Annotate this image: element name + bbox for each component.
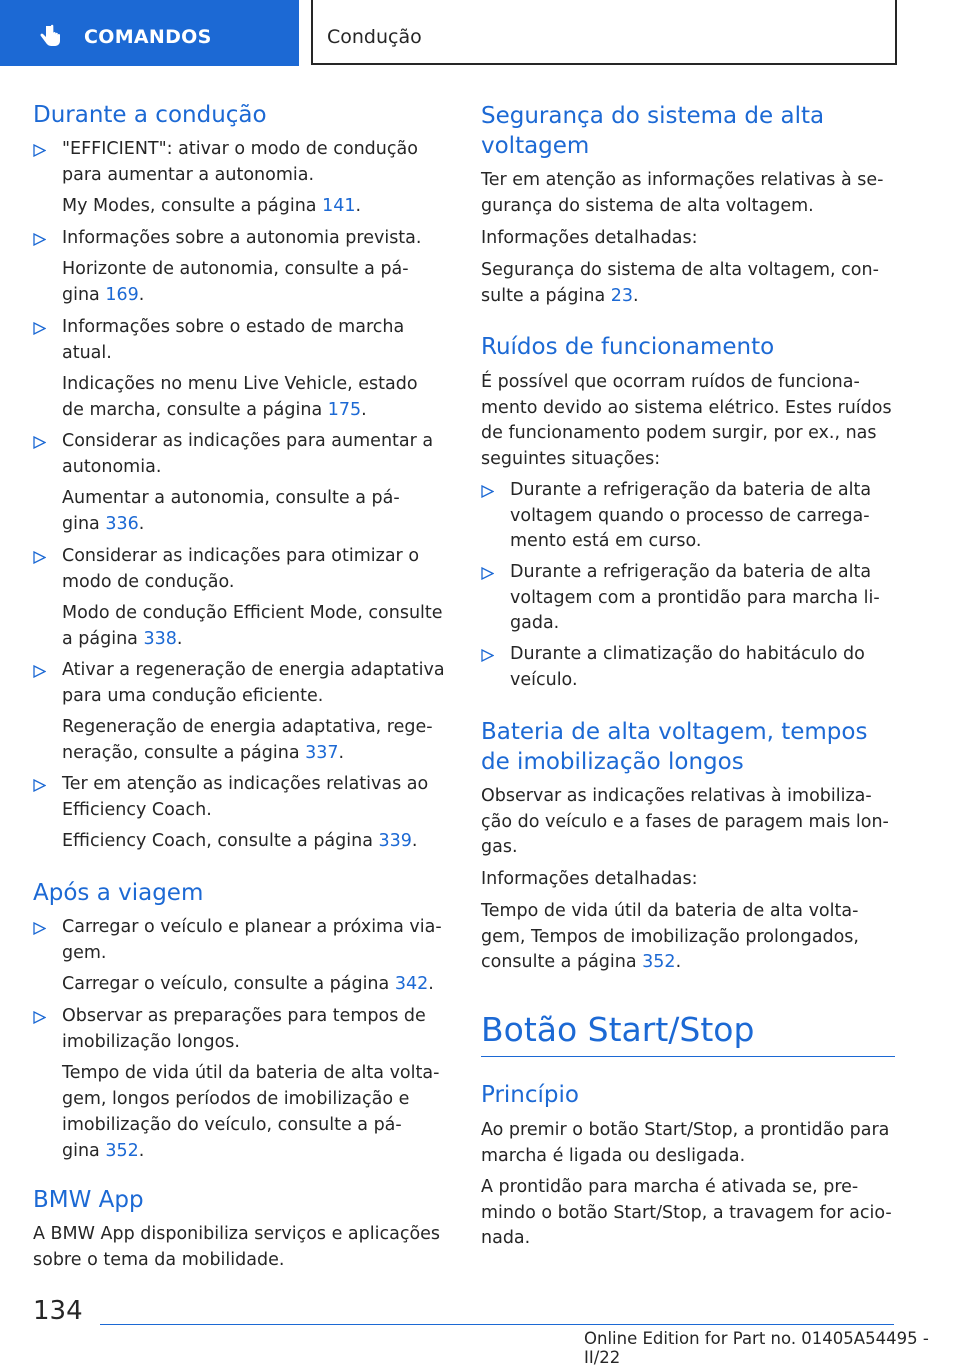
page-link[interactable]: 336 (105, 514, 139, 534)
edition-footer: Online Edition for Part no. 01405A54495 - II/22 (584, 1329, 929, 1367)
triangle-bullet-icon (481, 567, 494, 580)
list-item-reference: Aumentar a autonomia, consulte a pá- (62, 488, 400, 508)
list-item-reference: gina 352. (62, 1141, 145, 1161)
list-item-text: Considerar as indicações para aumentar a (62, 431, 434, 451)
triangle-bullet-icon (33, 551, 46, 564)
list-item-text: atual. (62, 343, 112, 363)
list-item-reference: Modo de condução Efficient Mode, consulte (62, 603, 443, 623)
list-item-text: Informações sobre o estado de marcha (62, 317, 405, 337)
list-item-reference: gina 336. (62, 514, 145, 534)
list-item-text: para aumentar a autonomia. (62, 165, 315, 185)
hand-pointer-icon (38, 24, 62, 50)
page-header (0, 0, 960, 66)
page-link[interactable]: 352 (642, 952, 676, 972)
heading-principio: Princípio (481, 1082, 579, 1108)
page-link[interactable]: 342 (394, 974, 429, 994)
list-item-text: Ter em atenção as indicações relativas ao (62, 774, 429, 794)
triangle-bullet-icon (33, 779, 46, 792)
section-tab (0, 0, 299, 66)
footer-divider (100, 1324, 894, 1325)
triangle-bullet-icon (481, 649, 494, 662)
list-item-text: Ativar a regeneração de energia adaptativa (62, 660, 445, 680)
heading-seguranca-alta-voltagem: Segurança do sistema de alta voltagem (481, 103, 825, 159)
triangle-bullet-icon (33, 1011, 46, 1024)
seguranca-paragraph: Ter em atenção as informações relativas à se- gurança do sistema de alta voltagem. (481, 170, 884, 216)
list-item-reference: gem, longos períodos de imobilização e (62, 1089, 410, 1109)
triangle-bullet-icon (33, 322, 46, 335)
page-link[interactable]: 339 (378, 831, 412, 851)
bateria-info-label: Informações detalhadas: (481, 869, 698, 889)
triangle-bullet-icon (33, 436, 46, 449)
list-item-text: "EFFICIENT": ativar o modo de condução (62, 139, 418, 159)
ruidos-paragraph: É possível que ocorram ruídos de funciona- mento devido ao sistema elétrico. Estes ruídos de funcionamento podem surgir, por ex., nas seguintes situações: (481, 372, 892, 469)
list-item-text: Considerar as indicações para otimizar o (62, 546, 420, 566)
page-number: 134 (33, 1296, 83, 1326)
seguranca-info-label: Informações detalhadas: (481, 228, 698, 248)
list-item-text: Durante a refrigeração da bateria de alta voltagem quando o processo de carrega- mento está em curso. (510, 480, 872, 551)
chapter-tab-label: Condução (327, 26, 422, 48)
list-item-reference: gina 169. (62, 285, 145, 305)
list-item-text: Observar as preparações para tempos de (62, 1006, 426, 1026)
section-tab-label: COMANDOS (84, 26, 212, 48)
list-item-text: autonomia. (62, 457, 162, 477)
list-item-text: Informações sobre a autonomia prevista. (62, 228, 422, 248)
list-item-text: para uma condução eficiente. (62, 686, 324, 706)
list-item-text: Durante a climatização do habitáculo do veículo. (510, 644, 865, 690)
list-item-reference: imobilização do veículo, consulte a pá- (62, 1115, 402, 1135)
list-item-reference: a página 338. (62, 629, 183, 649)
triangle-bullet-icon (33, 233, 46, 246)
page-link[interactable]: 175 (327, 400, 362, 420)
principio-paragraph-1: Ao premir o botão Start/Stop, a prontidão para marcha é ligada ou desligada. (481, 1120, 890, 1166)
bateria-paragraph: Observar as indicações relativas à imobiliza- ção do veículo e a fases de paragem mais lon- gas. (481, 786, 889, 857)
chapter-tab (311, 0, 897, 65)
list-item-text: modo de condução. (62, 572, 235, 592)
heading-divider (481, 1056, 895, 1057)
bateria-reference: Tempo de vida útil da bateria de alta volta- gem, Tempos de imobilização prolongados, consulte a página 352. (481, 901, 859, 972)
triangle-bullet-icon (33, 144, 46, 157)
page-link[interactable]: 141 (322, 196, 356, 216)
list-item-reference: Efficiency Coach, consulte a página 339. (62, 831, 418, 851)
list-item-reference: Indicações no menu Live Vehicle, estado (62, 374, 418, 394)
heading-apos-viagem: Após a viagem (33, 880, 204, 906)
list-item-text: imobilização longos. (62, 1032, 240, 1052)
heading-ruidos-funcionamento: Ruídos de funcionamento (481, 334, 775, 360)
heading-bateria-imobilizacao: Bateria de alta voltagem, tempos de imobilização longos (481, 719, 868, 775)
list-item-reference: Regeneração de energia adaptativa, rege- (62, 717, 433, 737)
principio-paragraph-2: A prontidão para marcha é ativada se, pre- mindo o botão Start/Stop, a travagem for acio- nada. (481, 1177, 892, 1248)
list-item-text: Efficiency Coach. (62, 800, 212, 820)
list-item-reference: Horizonte de autonomia, consulte a pá- (62, 259, 409, 279)
heading-bmw-app: BMW App (33, 1187, 144, 1213)
page-link[interactable]: 169 (105, 285, 139, 305)
heading-botao-start-stop: Botão Start/Stop (481, 1010, 755, 1049)
bmw-app-paragraph: A BMW App disponibiliza serviços e aplicações sobre o tema da mobilidade. (33, 1224, 441, 1270)
page-link[interactable]: 338 (143, 629, 177, 649)
list-item-reference: de marcha, consulte a página 175. (62, 400, 367, 420)
heading-durante-conducao: Durante a condução (33, 102, 267, 128)
list-item-text: gem. (62, 943, 107, 963)
list-item-reference: Tempo de vida útil da bateria de alta volta- (62, 1063, 440, 1083)
list-item-reference: My Modes, consulte a página 141. (62, 196, 362, 216)
list-item-text: Durante a refrigeração da bateria de alta voltagem com a prontidão para marcha li- gada. (510, 562, 880, 633)
seguranca-reference: Segurança do sistema de alta voltagem, con- sulte a página 23. (481, 260, 879, 306)
list-item-text: Carregar o veículo e planear a próxima via- (62, 917, 442, 937)
triangle-bullet-icon (33, 665, 46, 678)
list-item-reference: neração, consulte a página 337. (62, 743, 345, 763)
list-item-reference: Carregar o veículo, consulte a página 342. (62, 974, 434, 994)
page-link[interactable]: 23 (610, 285, 634, 306)
page-link[interactable]: 337 (305, 743, 339, 763)
triangle-bullet-icon (481, 485, 494, 498)
triangle-bullet-icon (33, 922, 46, 935)
page-link[interactable]: 352 (105, 1141, 139, 1161)
